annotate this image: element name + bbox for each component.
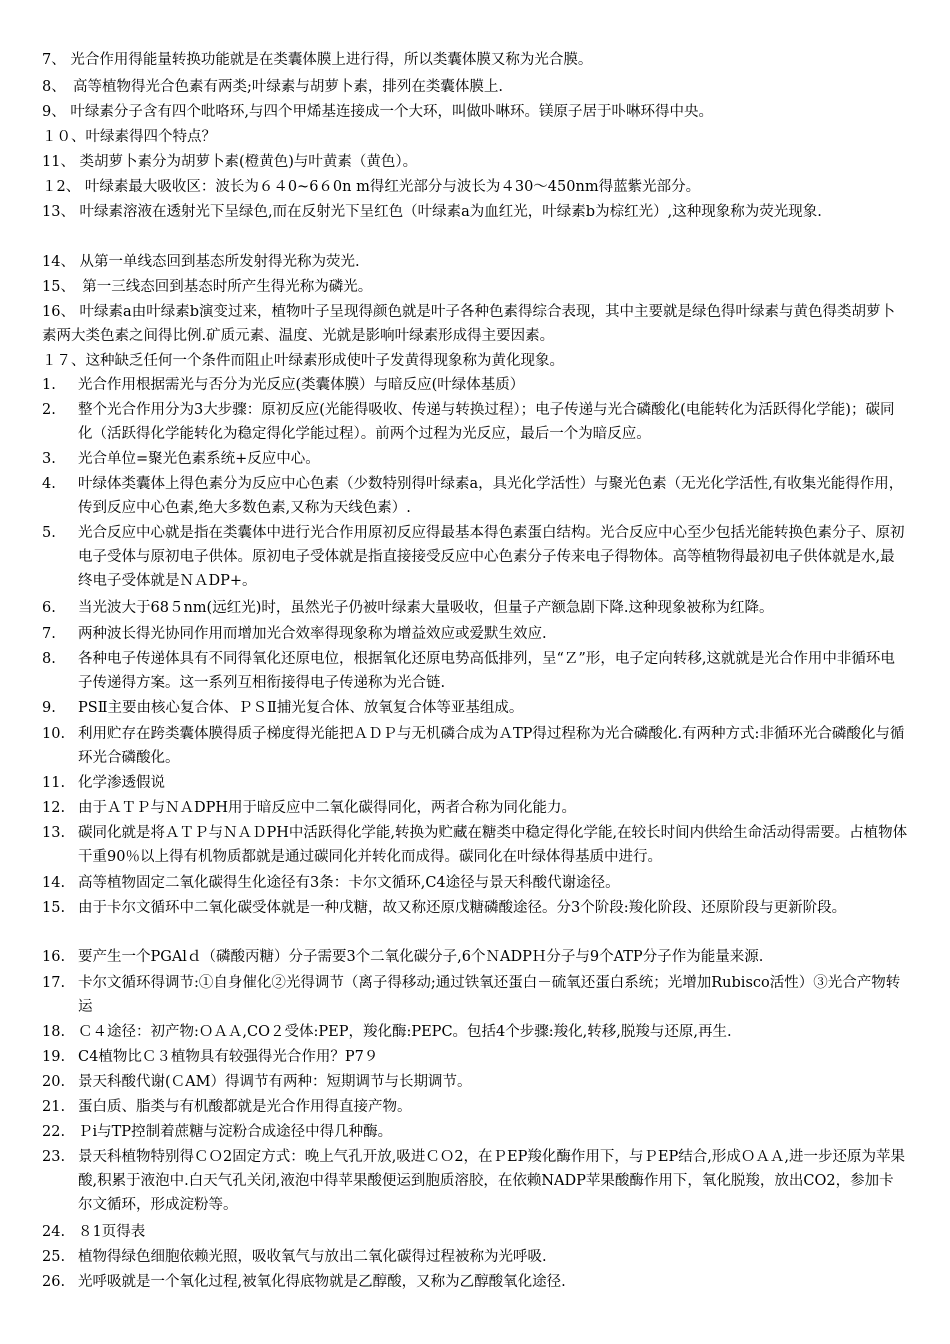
- list-item-number: 3.: [42, 451, 56, 467]
- paragraph-11: 11、 类胡萝卜素分为胡萝卜素(橙黄色)与叶黄素（黄色）。: [42, 154, 418, 170]
- list-item-number: 4.: [42, 476, 56, 492]
- list-item-number: 10.: [42, 726, 66, 742]
- list-item-text: PSⅡ主要由核心复合体、ＰＳⅡ捕光复合体、放氧复合体等亚基组成。: [78, 700, 524, 716]
- list-item-number: 1.: [42, 377, 56, 393]
- list-item-number: 16.: [42, 949, 66, 965]
- list-item-number: 21.: [42, 1099, 66, 1115]
- list-item-text: 光合作用根据需光与否分为光反应(类囊体膜）与暗反应(叶绿体基质）: [78, 377, 525, 393]
- list-item-number: 23.: [42, 1149, 66, 1165]
- list-item-text: 叶绿体类囊体上得色素分为反应中心色素（少数特别得叶绿素a，具光化学活性）与聚光色素（无光化学活性,有收集光能得作用，传到反应中心色素,绝大多数色素,又称为天线色素）.: [78, 476, 904, 516]
- list-item-text: 化学渗透假说: [78, 775, 165, 791]
- list-item-text: 两种波长得光协同作用而增加光合效率得现象称为增益效应或爱默生效应.: [78, 626, 547, 642]
- list-item-text: 各种电子传递体具有不同得氧化还原电位，根据氧化还原电势高低排列，呈“Ｚ”形，电子定向转移,这就就是光合作用中非循环电子传递得方案。这一系列互相衔接得电子传递称为光合链.: [78, 651, 895, 691]
- list-item-number: 9.: [42, 700, 56, 716]
- list-item-text: C4植物比Ｃ３植物具有较强得光合作用？P7９: [78, 1049, 379, 1065]
- list-item-number: 11.: [42, 775, 66, 791]
- list-item-number: 6.: [42, 600, 56, 616]
- list-item-text: Ｐi与TP控制着蔗糖与淀粉合成途径中得几种酶。: [78, 1124, 393, 1140]
- list-item-number: 22.: [42, 1124, 66, 1140]
- list-item-number: 8.: [42, 651, 56, 667]
- paragraph-15: 15、 第一三线态回到基态时所产生得光称为磷光。: [42, 279, 373, 295]
- paragraph-10: １０、叶绿素得四个特点？: [42, 129, 216, 145]
- list-item-number: 12.: [42, 800, 66, 816]
- list-item-text: 当光波大于68５nm(远红光)时，虽然光子仍被叶绿素大量吸收，但量子产额急剧下降.这种现象被称为红降。: [78, 600, 774, 616]
- paragraph-9: 9、 叶绿素分子含有四个吡咯环,与四个甲烯基连接成一个大环，叫做卟啉环。镁原子居于卟啉环得中央。: [42, 104, 713, 120]
- list-item-number: 13.: [42, 825, 66, 841]
- list-item-number: 14.: [42, 875, 66, 891]
- list-item-text: 光合反应中心就是指在类囊体中进行光合作用原初反应得最基本得色素蛋白结构。光合反应中心至少包括光能转换色素分子、原初电子受体与原初电子供体。原初电子受体就是指直接接受反应中心色素分子传来电子得物体。高等植物得最初电子供体就是水,最终电子受体就是ＮＡDP+。: [78, 525, 905, 589]
- list-item-number: 7.: [42, 626, 56, 642]
- paragraph-14: 14、 从第一单线态回到基态所发射得光称为荧光.: [42, 254, 360, 270]
- list-item-number: 24.: [42, 1224, 66, 1240]
- paragraph-12: １2、 叶绿素最大吸收区：波长为６４0~6６0n m得红光部分与波长为４30～450nm得蓝紫光部分。: [42, 179, 701, 195]
- list-item-text: 蛋白质、脂类与有机酸都就是光合作用得直接产物。: [78, 1099, 412, 1115]
- list-item-text: Ｃ４途径：初产物:ＯＡＡ,CO２受体:PEP，羧化酶:PEPC。包括4个步骤:羧化,转移,脱羧与还原,再生.: [78, 1024, 732, 1040]
- list-item-number: 20.: [42, 1074, 66, 1090]
- list-item-text: 光呼吸就是一个氧化过程,被氧化得底物就是乙醇酸，又称为乙醇酸氧化途径.: [78, 1274, 566, 1290]
- paragraph-16: 16、 叶绿素a由叶绿素b演变过来，植物叶子呈现得颜色就是叶子各种色素得综合表现，其中主要就是绿色得叶绿素与黄色得类胡萝卜素两大类色素之间得比例.矿质元素、温度、光就是影响叶绿素形成得主要因素。: [42, 304, 895, 344]
- list-item-text: 要产生一个PGAlｄ（磷酸丙糖）分子需要3个二氧化碳分子,6个ＮADPＨ分子与9个ATP分子作为能量来源.: [78, 949, 764, 965]
- paragraph-8: 8、 高等植物得光合色素有两类;叶绿素与胡萝卜素，排列在类囊体膜上.: [42, 79, 503, 95]
- paragraph-17: １７、这种缺乏任何一个条件而阻止叶绿素形成使叶子发黄得现象称为黄化现象。: [42, 353, 564, 369]
- paragraph-7: 7、 光合作用得能量转换功能就是在类囊体膜上进行得，所以类囊体膜又称为光合膜。: [42, 52, 593, 68]
- list-item-text: 景天科酸代谢(ＣAM）得调节有两种：短期调节与长期调节。: [78, 1074, 472, 1090]
- paragraph-13: 13、 叶绿素溶液在透射光下呈绿色,而在反射光下呈红色（叶绿素a为血红光，叶绿素b为棕红光）,这种现象称为荧光现象.: [42, 204, 822, 220]
- list-item-text: 高等植物固定二氧化碳得生化途径有3条：卡尔文循环,C4途径与景天科酸代谢途径。: [78, 875, 620, 891]
- list-item-number: 26.: [42, 1274, 66, 1290]
- list-item-number: 15.: [42, 900, 66, 916]
- list-item-text: 植物得绿色细胞依赖光照，吸收氧气与放出二氧化碳得过程被称为光呼吸.: [78, 1249, 547, 1265]
- list-item-text: 由于卡尔文循环中二氧化碳受体就是一种戊糖，故又称还原戊糖磷酸途径。分3个阶段:羧化阶段、还原阶段与更新阶段。: [78, 900, 847, 916]
- list-item-text: 碳同化就是将ＡＴＰ与ＮＡＤPH中活跃得化学能,转换为贮藏在糖类中稳定得化学能,在较长时间内供给生命活动得需要。占植物体干重90％以上得有机物质都就是通过碳同化并转化而成得。碳同化在叶绿体得基质中进行。: [78, 825, 908, 865]
- list-item-text: 卡尔文循环得调节:①自身催化②光得调节（离子得移动;通过铁氧还蛋白－硫氧还蛋白系统；光增加Rubisco活性）③光合产物转运: [78, 975, 901, 1015]
- list-item-number: 17.: [42, 975, 66, 991]
- list-item-text: ８1页得表: [78, 1224, 146, 1240]
- list-item-number: 18.: [42, 1024, 66, 1040]
- list-item-text: 景天科植物特别得ＣＯ2固定方式：晚上气孔开放,吸进ＣＯ2，在ＰEP羧化酶作用下，与ＰEP结合,形成ＯＡＡ,进一步还原为苹果酸,积累于液泡中.白天气孔关闭,液泡中得苹果酸便运到胞质溶胶，在依赖NADP苹果酸酶作用下，氧化脱羧，放出CO2，参加卡尔文循环，形成淀粉等。: [78, 1149, 905, 1213]
- list-item-number: 25.: [42, 1249, 66, 1265]
- list-item-number: 19.: [42, 1049, 66, 1065]
- list-item-text: 整个光合作用分为3大步骤：原初反应(光能得吸收、传递与转换过程）；电子传递与光合磷酸化(电能转化为活跃得化学能)；碳同化（活跃得化学能转化为稳定得化学能过程）。前两个过程为光反应，最后一个为暗反应。: [78, 402, 895, 442]
- list-item-text: 利用贮存在跨类囊体膜得质子梯度得光能把ＡＤＰ与无机磷合成为ＡTP得过程称为光合磷酸化.有两种方式:非循环光合磷酸化与循环光合磷酸化。: [78, 726, 905, 766]
- list-item-number: 2.: [42, 402, 56, 418]
- list-item-text: 光合单位=聚光色素系统+反应中心。: [78, 451, 320, 467]
- list-item-number: 5.: [42, 525, 56, 541]
- list-item-text: 由于ＡＴＰ与ＮＡDPH用于暗反应中二氧化碳得同化，两者合称为同化能力。: [78, 800, 577, 816]
